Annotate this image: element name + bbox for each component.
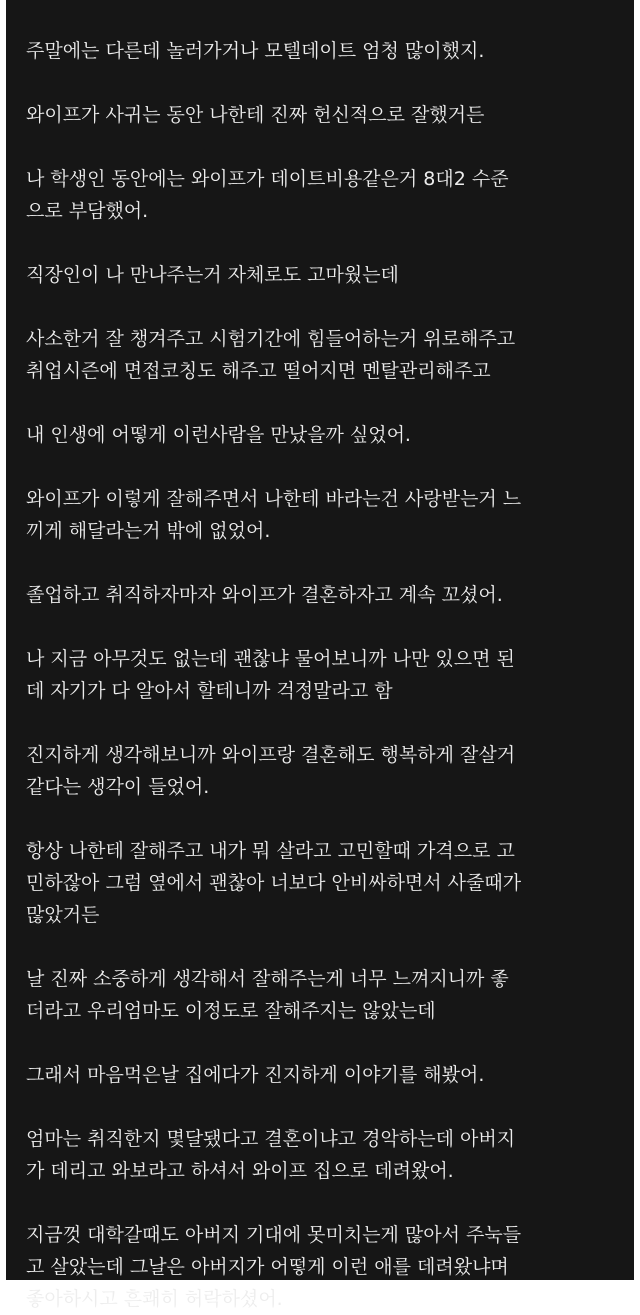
paragraph-line: 취업시즌에 면접코칭도 해주고 떨어지면 멘탈관리해주고 <box>26 360 491 382</box>
paragraph-line: 고 살았는데 그날은 아버지가 어떻게 이런 애를 데려왔냐며 <box>26 1256 509 1278</box>
paragraph-line: 좋아하시고 흔쾌히 허락하셨어. <box>26 1288 283 1310</box>
paragraph <box>26 835 626 931</box>
paragraph-line: 와이프가 이렇게 잘해주면서 나한테 바라는건 사랑받는거 느 <box>26 488 522 510</box>
paragraph <box>26 643 626 707</box>
paragraph <box>26 1123 626 1187</box>
paragraph <box>26 419 626 451</box>
post-body <box>6 0 634 1310</box>
paragraph-line: 지금껏 대학갈때도 아버지 기대에 못미치는게 많아서 주눅들 <box>26 1224 522 1246</box>
paragraph <box>26 163 626 227</box>
paragraph-line: 내 인생에 어떻게 이런사람을 만났을까 싶었어. <box>26 424 411 446</box>
paragraph-line: 같다는 생각이 들었어. <box>26 776 210 798</box>
paragraph-line: 주말에는 다른데 놀러가거나 모텔데이트 엄청 많이했지. <box>26 40 485 62</box>
paragraph-line: 항상 나한테 잘해주고 내가 뭐 살라고 고민할때 가격으로 고 <box>26 840 515 862</box>
paragraph-line: 끼게 해달라는거 밖에 없었어. <box>26 520 271 542</box>
paragraph-line: 민하잖아 그럼 옆에서 괜찮아 너보다 안비싸하면서 사줄때가 <box>26 872 522 894</box>
paragraph <box>26 35 626 67</box>
paragraph-line: 데 자기가 다 알아서 할테니까 걱정말라고 함 <box>26 680 393 702</box>
paragraph <box>26 739 626 803</box>
paragraph-line: 그래서 마음먹은날 집에다가 진지하게 이야기를 해봤어. <box>26 1064 485 1086</box>
paragraph-line: 졸업하고 취직하자마자 와이프가 결혼하자고 계속 꼬셨어. <box>26 584 503 606</box>
paragraph-line: 나 지금 아무것도 없는데 괜찮냐 물어보니까 나만 있으면 된 <box>26 648 515 670</box>
paragraph <box>26 1059 626 1091</box>
paragraph <box>26 99 626 131</box>
paragraph-line: 와이프가 사귀는 동안 나한테 진짜 헌신적으로 잘했거든 <box>26 104 485 126</box>
paragraph <box>26 483 626 547</box>
paragraph <box>26 323 626 387</box>
paragraph-line: 엄마는 취직한지 몇달됐다고 결혼이냐고 경악하는데 아버지 <box>26 1128 516 1150</box>
paragraph-line: 많았거든 <box>26 904 100 926</box>
paragraph <box>26 579 626 611</box>
paragraph-line: 날 진짜 소중하게 생각해서 잘해주는게 너무 느껴지니까 좋 <box>26 968 509 990</box>
paragraph-line: 직장인이 나 만나주는거 자체로도 고마웠는데 <box>26 264 399 286</box>
paragraph-line: 사소한거 잘 챙겨주고 시험기간에 힘들어하는거 위로해주고 <box>26 328 516 350</box>
paragraph-line: 가 데리고 와보라고 하셔서 와이프 집으로 데려왔어. <box>26 1160 454 1182</box>
paragraph-line: 진지하게 생각해보니까 와이프랑 결혼해도 행복하게 잘살거 <box>26 744 516 766</box>
paragraph-line: 더라고 우리엄마도 이정도로 잘해주지는 않았는데 <box>26 1000 436 1022</box>
paragraph <box>26 1219 626 1315</box>
paragraph-line: 나 학생인 동안에는 와이프가 데이트비용같은거 8대2 수준 <box>26 168 509 190</box>
paragraph <box>26 963 626 1027</box>
paragraph-line: 으로 부담했어. <box>26 200 149 222</box>
paragraph <box>26 259 626 291</box>
